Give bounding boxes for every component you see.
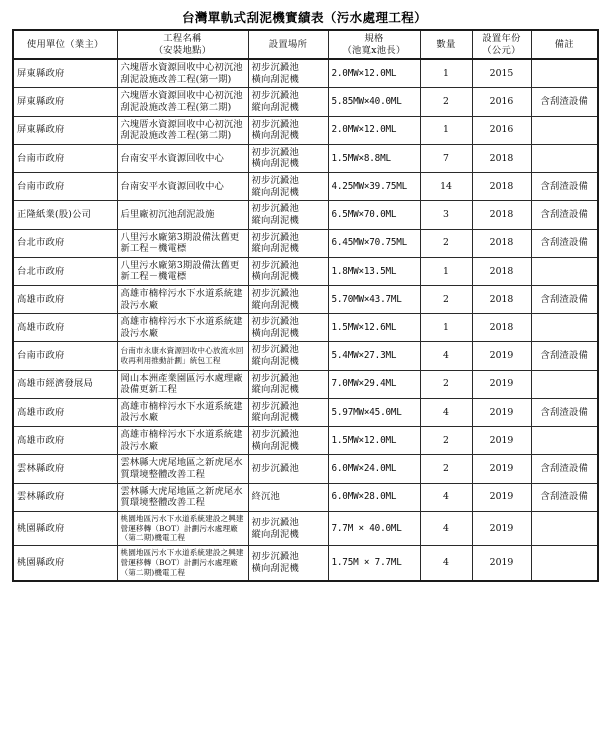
cell-project: 桃園地區污水下水道系統建設之興建營運移轉（BOT）計劃污水處理廠（第二期)機電工程: [117, 511, 248, 546]
cell-note: 含刮渣設備: [531, 342, 598, 370]
cell-spec: 5.4MW×27.3ML: [328, 342, 420, 370]
cell-qty: 1: [420, 257, 472, 285]
cell-place: 初步沉澱池 縱向刮泥機: [248, 342, 328, 370]
cell-qty: 3: [420, 201, 472, 229]
cell-project: 高雄市楠梓污水下水道系統建設污水廠: [117, 427, 248, 455]
table-row: [13, 546, 598, 581]
cell-unit: 屏東縣政府: [13, 88, 117, 116]
cell-unit: 高雄市政府: [13, 314, 117, 342]
table-header-row: [13, 30, 598, 59]
cell-qty: 4: [420, 342, 472, 370]
cell-spec: 6.5MW×70.0ML: [328, 201, 420, 229]
cell-unit: 桃園縣政府: [13, 511, 117, 546]
cell-project: 六塊厝水資源回收中心初沉池刮泥設施改善工程(第一期): [117, 59, 248, 88]
cell-project: 雲林縣大虎尾地區之新虎尾水質環境整體改善工程: [117, 455, 248, 483]
cell-spec: 1.5MW×12.6ML: [328, 314, 420, 342]
cell-unit: 正隆紙業(股)公司: [13, 201, 117, 229]
cell-spec: 7.7M × 40.0ML: [328, 511, 420, 546]
table-row: [13, 370, 598, 398]
cell-spec: 6.0MW×24.0ML: [328, 455, 420, 483]
column-header-project-line2: （安裝地點）: [153, 44, 212, 56]
cell-year: 2015: [472, 59, 531, 88]
cell-spec: 7.0MW×29.4ML: [328, 370, 420, 398]
cell-year: 2019: [472, 342, 531, 370]
cell-place: 初步沉澱池 縱向刮泥機: [248, 370, 328, 398]
column-header-note-label: 備註: [554, 38, 574, 50]
cell-qty: 2: [420, 455, 472, 483]
cell-spec: 1.5MW×8.8ML: [328, 144, 420, 172]
cell-qty: 1: [420, 314, 472, 342]
cell-year: 2016: [472, 88, 531, 116]
cell-note: 含刮渣設備: [531, 455, 598, 483]
cell-unit: 高雄市政府: [13, 427, 117, 455]
cell-spec: 5.97MW×45.0ML: [328, 398, 420, 426]
cell-project: 八里污水廠第3期設備汰舊更新工程－機電標: [117, 229, 248, 257]
cell-place: 初步沉澱池 橫向刮泥機: [248, 546, 328, 581]
cell-place: 初步沉澱池 縱向刮泥機: [248, 511, 328, 546]
cell-place: 初步沉澱池 橫向刮泥機: [248, 427, 328, 455]
cell-project: 高雄市楠梓污水下水道系統建設污水廠: [117, 398, 248, 426]
cell-unit: 台南市政府: [13, 144, 117, 172]
column-header-place: [248, 30, 328, 59]
cell-note: 含刮渣設備: [531, 201, 598, 229]
table-row: [13, 144, 598, 172]
table-row: [13, 257, 598, 285]
cell-note: [531, 546, 598, 581]
cell-year: 2018: [472, 314, 531, 342]
cell-qty: 4: [420, 511, 472, 546]
column-header-spec: [328, 30, 420, 59]
cell-place: 初步沉澱池 橫向刮泥機: [248, 257, 328, 285]
cell-spec: 4.25MW×39.75ML: [328, 173, 420, 201]
table-row: [13, 455, 598, 483]
table-row: [13, 116, 598, 144]
table-row: [13, 314, 598, 342]
cell-place: 初步沉澱池 橫向刮泥機: [248, 144, 328, 172]
column-header-quantity: [420, 30, 472, 59]
performance-table: [12, 29, 599, 582]
cell-unit: 高雄市政府: [13, 285, 117, 313]
column-header-project-line1: 工程名稱: [163, 33, 202, 44]
table-row: [13, 229, 598, 257]
table-header: [13, 30, 598, 59]
cell-unit: 高雄市經濟發展局: [13, 370, 117, 398]
cell-qty: 2: [420, 285, 472, 313]
cell-year: 2018: [472, 144, 531, 172]
cell-note: 含刮渣設備: [531, 88, 598, 116]
cell-project: 后里廠初沉池刮泥設施: [117, 201, 248, 229]
cell-unit: 桃園縣政府: [13, 546, 117, 581]
cell-project: 高雄市楠梓污水下水道系統建設污水廠: [117, 314, 248, 342]
cell-spec: 1.5MW×12.0ML: [328, 427, 420, 455]
cell-year: 2019: [472, 546, 531, 581]
cell-year: 2019: [472, 455, 531, 483]
cell-year: 2019: [472, 427, 531, 455]
cell-qty: 2: [420, 370, 472, 398]
cell-spec: 6.0MW×28.0ML: [328, 483, 420, 511]
cell-unit: 屏東縣政府: [13, 59, 117, 88]
column-header-year-line2: （公元）: [482, 44, 521, 56]
cell-qty: 2: [420, 427, 472, 455]
cell-year: 2018: [472, 173, 531, 201]
cell-place: 終沉池: [248, 483, 328, 511]
cell-place: 初步沉澱池 縱向刮泥機: [248, 229, 328, 257]
column-header-note: [531, 30, 598, 59]
page-title: 台灣單軌式刮泥機實績表（污水處理工程）: [181, 10, 428, 25]
cell-note: 含刮渣設備: [531, 483, 598, 511]
cell-unit: 雲林縣政府: [13, 455, 117, 483]
cell-project: 雲林縣大虎尾地區之新虎尾水質環境整體改善工程: [117, 483, 248, 511]
cell-qty: 1: [420, 59, 472, 88]
column-header-quantity-label: 數量: [436, 38, 456, 50]
cell-qty: 2: [420, 88, 472, 116]
cell-project: 台南安平水資源回收中心: [117, 144, 248, 172]
cell-qty: 4: [420, 483, 472, 511]
cell-qty: 4: [420, 546, 472, 581]
cell-note: [531, 427, 598, 455]
cell-project: 六塊厝水資源回收中心初沉池刮泥設施改善工程(第二期): [117, 88, 248, 116]
cell-place: 初步沉澱池 縱向刮泥機: [248, 398, 328, 426]
cell-note: 含刮渣設備: [531, 398, 598, 426]
cell-spec: 2.0MW×12.0ML: [328, 116, 420, 144]
performance-table-container: [12, 29, 597, 582]
table-row: [13, 88, 598, 116]
cell-project: 高雄市楠梓污水下水道系統建設污水廠: [117, 285, 248, 313]
table-body: [13, 59, 598, 581]
cell-note: [531, 314, 598, 342]
cell-spec: 1.8MW×13.5ML: [328, 257, 420, 285]
cell-note: [531, 257, 598, 285]
cell-project: 岡山本洲產業園區污水處理廠設備更新工程: [117, 370, 248, 398]
cell-place: 初步沉澱池: [248, 455, 328, 483]
cell-unit: 台南市政府: [13, 173, 117, 201]
table-row: [13, 173, 598, 201]
cell-note: [531, 370, 598, 398]
cell-qty: 4: [420, 398, 472, 426]
cell-year: 2018: [472, 201, 531, 229]
cell-unit: 台北市政府: [13, 257, 117, 285]
cell-place: 初步沉澱池 縱向刮泥機: [248, 173, 328, 201]
cell-year: 2018: [472, 285, 531, 313]
cell-project: 八里污水廠第3期設備汰舊更新工程－機電標: [117, 257, 248, 285]
cell-note: [531, 116, 598, 144]
cell-spec: 5.85MW×40.0ML: [328, 88, 420, 116]
table-row: [13, 483, 598, 511]
cell-year: 2016: [472, 116, 531, 144]
cell-year: 2019: [472, 398, 531, 426]
column-header-year-line1: 設置年份: [482, 33, 521, 44]
column-header-unit: [13, 30, 117, 59]
cell-qty: 2: [420, 229, 472, 257]
cell-project: 台南安平水資源回收中心: [117, 173, 248, 201]
column-header-place-label: 設置場所: [268, 38, 308, 50]
column-header-year: [472, 30, 531, 59]
cell-spec: 5.70MW×43.7ML: [328, 285, 420, 313]
cell-spec: 2.0MW×12.0ML: [328, 59, 420, 88]
cell-year: 2019: [472, 370, 531, 398]
cell-note: 含刮渣設備: [531, 173, 598, 201]
column-header-spec-line1: 規格: [364, 33, 384, 44]
cell-unit: 雲林縣政府: [13, 483, 117, 511]
table-row: [13, 285, 598, 313]
cell-project: 桃園地區污水下水道系統建設之興建營運移轉（BOT）計劃污水處理廠（第二期)機電工程: [117, 546, 248, 581]
cell-note: 含刮渣設備: [531, 229, 598, 257]
cell-qty: 1: [420, 116, 472, 144]
cell-place: 初步沉澱池 縱向刮泥機: [248, 285, 328, 313]
cell-note: [531, 59, 598, 88]
table-row: [13, 427, 598, 455]
cell-unit: 台南市政府: [13, 342, 117, 370]
cell-place: 初步沉澱池 橫向刮泥機: [248, 59, 328, 88]
cell-unit: 高雄市政府: [13, 398, 117, 426]
column-header-unit-label: 使用單位（業主）: [26, 38, 104, 50]
cell-project: 台南市永康水資源回收中心放流水回收再利用推動計劃」統包工程: [117, 342, 248, 370]
column-header-spec-line2: （池寬x池長）: [342, 44, 406, 56]
cell-note: [531, 511, 598, 546]
cell-note: [531, 144, 598, 172]
cell-spec: 1.75M × 7.7ML: [328, 546, 420, 581]
table-row: [13, 511, 598, 546]
cell-unit: 台北市政府: [13, 229, 117, 257]
table-row: [13, 398, 598, 426]
column-header-project: [117, 30, 248, 59]
cell-place: 初步沉澱池 縱向刮泥機: [248, 88, 328, 116]
cell-year: 2019: [472, 511, 531, 546]
table-row: [13, 342, 598, 370]
cell-year: 2018: [472, 257, 531, 285]
cell-year: 2018: [472, 229, 531, 257]
cell-spec: 6.45MW×70.75ML: [328, 229, 420, 257]
table-row: [13, 59, 598, 88]
table-row: [13, 201, 598, 229]
cell-qty: 14: [420, 173, 472, 201]
cell-project: 六塊厝水資源回收中心初沉池刮泥設施改善工程(第二期): [117, 116, 248, 144]
cell-place: 初步沉澱池 橫向刮泥機: [248, 116, 328, 144]
cell-note: 含刮渣設備: [531, 285, 598, 313]
cell-place: 初步沉澱池 橫向刮泥機: [248, 314, 328, 342]
cell-unit: 屏東縣政府: [13, 116, 117, 144]
cell-qty: 7: [420, 144, 472, 172]
cell-place: 初步沉澱池 縱向刮泥機: [248, 201, 328, 229]
cell-year: 2019: [472, 483, 531, 511]
